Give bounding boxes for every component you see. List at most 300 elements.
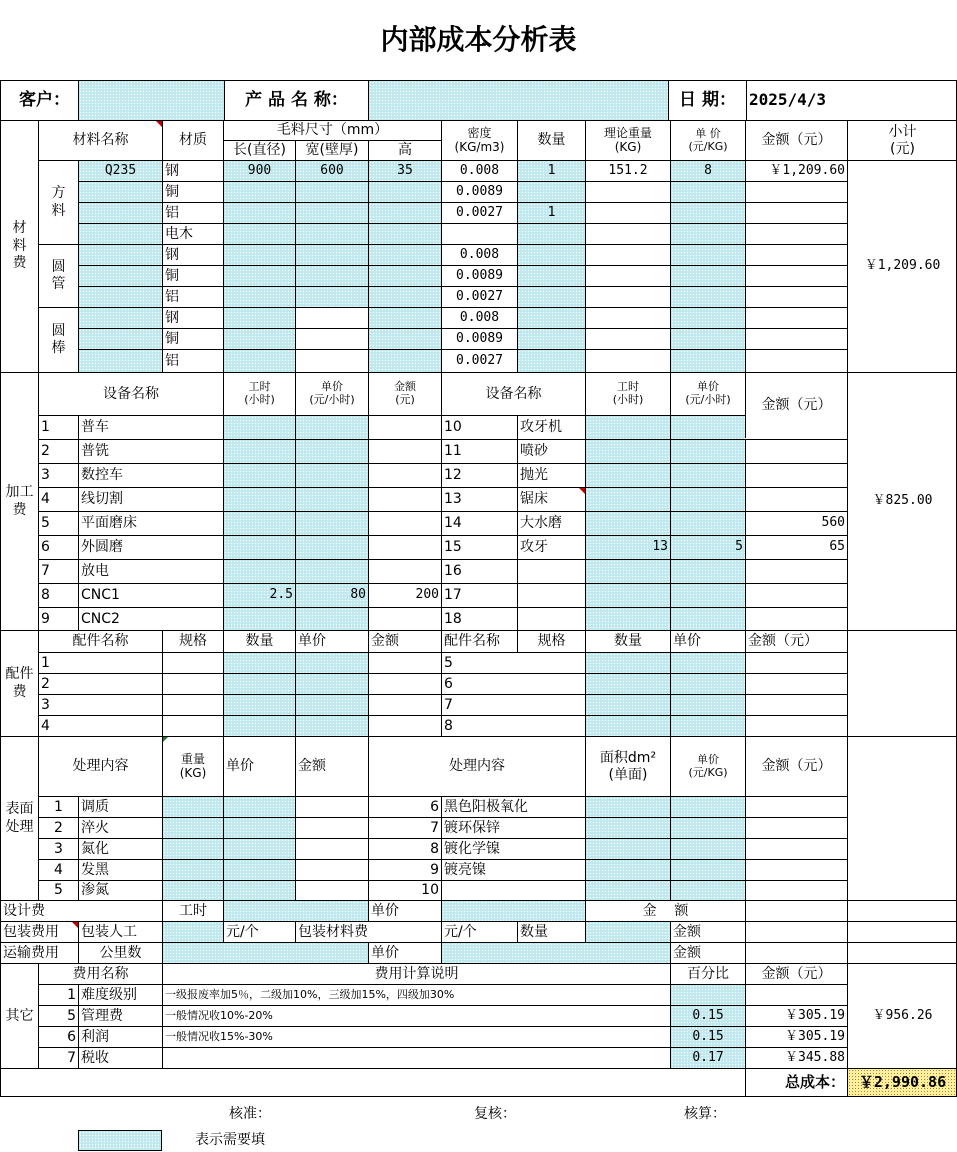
equipment-no: 6	[38, 535, 78, 559]
surface-name: 淬火	[78, 817, 162, 838]
fee-no: 1	[38, 984, 78, 1005]
proc-amount-cell-2	[745, 583, 847, 607]
surface-no: 5	[38, 880, 78, 900]
width-cell[interactable]	[295, 223, 368, 244]
surface-weight-cell[interactable]	[162, 880, 223, 900]
rate-cell-2[interactable]	[670, 463, 745, 487]
part-unit-cell-2[interactable]	[670, 694, 745, 715]
part-unit-cell[interactable]	[295, 694, 368, 715]
review-label: 复核：	[474, 1105, 516, 1122]
amount-cell	[745, 202, 847, 223]
packing-qty-input[interactable]	[585, 921, 670, 942]
packing-labor-label: 包装人工	[78, 921, 162, 942]
surface-weight-header: 重量 (KG)	[162, 736, 223, 796]
equipment-name-2: 抛光	[517, 463, 585, 487]
weight-cell	[585, 307, 670, 328]
surface-unit-cell-2[interactable]	[670, 838, 745, 859]
part-unit-cell-2[interactable]	[670, 673, 745, 694]
hours-cell[interactable]	[223, 415, 295, 439]
proc-amount-cell: 200	[368, 583, 441, 607]
rate-cell-2[interactable]	[670, 439, 745, 463]
amount-cell	[745, 244, 847, 265]
surface-amount-cell	[295, 796, 368, 817]
hours-cell[interactable]	[223, 511, 295, 535]
length-cell[interactable]: 900	[223, 160, 295, 181]
surface-unit-cell-2[interactable]	[670, 880, 745, 900]
equipment-no: 3	[38, 463, 78, 487]
other-section-label: 其它	[0, 963, 38, 1068]
product-name-label: 产 品 名 称：	[224, 80, 368, 120]
length-cell[interactable]	[223, 328, 295, 349]
surface-section-label: 表面 处理	[0, 736, 38, 900]
equipment-name-2: 喷砂	[517, 439, 585, 463]
surface-subtotal	[847, 736, 957, 900]
height-cell[interactable]	[368, 307, 441, 328]
equipment-name: CNC2	[78, 607, 223, 630]
surface-unit-cell[interactable]	[223, 859, 295, 880]
part-spec-cell[interactable]	[162, 694, 223, 715]
equipment-no-2: 14	[441, 511, 517, 535]
surface-name: 调质	[78, 796, 162, 817]
customer-input[interactable]	[78, 80, 224, 120]
width-cell	[295, 328, 368, 349]
proc-amount-cell-2	[745, 487, 847, 511]
quantity-cell[interactable]	[517, 244, 585, 265]
height-cell[interactable]	[368, 244, 441, 265]
part-spec-header-2: 规格	[517, 630, 585, 652]
fee-description	[162, 1047, 670, 1068]
design-hours-input[interactable]	[223, 900, 368, 921]
part-unit-header: 单价	[295, 630, 368, 652]
date-value[interactable]: 2025/4/3	[746, 80, 957, 120]
equipment-name: 外圆磨	[78, 535, 223, 559]
surface-area-cell[interactable]	[585, 838, 670, 859]
rate-cell[interactable]	[295, 463, 368, 487]
material-type-cell: 钢	[162, 244, 223, 265]
material-type-cell: 电木	[162, 223, 223, 244]
material-name-cell[interactable]	[78, 328, 162, 349]
surface-amount-cell-2	[745, 880, 847, 900]
width-cell[interactable]	[295, 181, 368, 202]
fee-description: 一级报废率加5％，二级加10%，三级加15%，四级加30%	[162, 984, 670, 1005]
fee-no: 7	[38, 1047, 78, 1068]
rate-header-2: 单价 (元/小时)	[670, 372, 745, 415]
equipment-no-2: 18	[441, 607, 517, 630]
length-cell[interactable]	[223, 244, 295, 265]
part-unit-cell[interactable]	[295, 673, 368, 694]
length-cell[interactable]	[223, 307, 295, 328]
surface-unit-cell[interactable]	[223, 796, 295, 817]
design-fee-label: 设计费	[0, 900, 162, 921]
surface-amount-cell-2	[745, 838, 847, 859]
hours-cell[interactable]	[223, 535, 295, 559]
surface-area-cell[interactable]	[585, 796, 670, 817]
quantity-cell[interactable]	[517, 307, 585, 328]
part-amount-cell	[368, 694, 441, 715]
rate-cell[interactable]	[295, 415, 368, 439]
equipment-name-2: 大水磨	[517, 511, 585, 535]
surface-no: 3	[38, 838, 78, 859]
material-type-cell: 铜	[162, 181, 223, 202]
fee-no: 5	[38, 1005, 78, 1026]
hours-cell[interactable]	[223, 463, 295, 487]
processing-section-label: 加工 费	[0, 372, 38, 630]
unit-price-cell[interactable]	[670, 223, 745, 244]
packing-material-label: 包装材料费	[295, 921, 441, 942]
rate-cell[interactable]	[295, 439, 368, 463]
hours-cell[interactable]	[223, 559, 295, 583]
length-cell[interactable]	[223, 223, 295, 244]
hours-cell-2[interactable]: 13	[585, 535, 670, 559]
weight-header: 理论重量 (KG)	[585, 120, 670, 160]
proc-amount-cell	[368, 607, 441, 630]
equipment-name: 普车	[78, 415, 223, 439]
material-name-cell[interactable]	[78, 181, 162, 202]
part-no: 4	[38, 715, 162, 736]
surface-unit-cell[interactable]	[223, 817, 295, 838]
part-no: 2	[38, 673, 162, 694]
rate-cell-2[interactable]	[670, 559, 745, 583]
equipment-no-2: 11	[441, 439, 517, 463]
hours-cell[interactable]	[223, 487, 295, 511]
fee-no: 6	[38, 1026, 78, 1047]
fee-name: 管理费	[78, 1005, 162, 1026]
rate-header: 单价 (元/小时)	[295, 372, 368, 415]
surface-name-2: 镀亮镍	[441, 859, 585, 880]
hours-cell-2[interactable]	[585, 463, 670, 487]
part-spec-cell[interactable]	[162, 652, 223, 673]
material-name-cell[interactable]	[78, 223, 162, 244]
density-cell: 0.008	[441, 307, 517, 328]
fee-percent-cell[interactable]: 0.15	[670, 1026, 745, 1047]
width-cell[interactable]	[295, 202, 368, 223]
part-qty-cell-2[interactable]	[585, 673, 670, 694]
part-qty-cell[interactable]	[223, 715, 295, 736]
proc-amount-cell-2	[745, 463, 847, 487]
packing-labor-input[interactable]	[162, 921, 223, 942]
width-cell[interactable]: 600	[295, 160, 368, 181]
length-header: 长(直径)	[223, 140, 295, 160]
transport-subtotal	[847, 942, 957, 963]
packing-qty-label: 数量	[517, 921, 585, 942]
height-cell[interactable]: 35	[368, 160, 441, 181]
surface-area-cell[interactable]	[585, 817, 670, 838]
packing-per-unit-2: 元/个	[441, 921, 517, 942]
quantity-cell[interactable]	[517, 286, 585, 307]
proc-amount-header: 金额 (元)	[368, 372, 441, 415]
surface-amount-cell	[295, 880, 368, 900]
length-cell[interactable]	[223, 181, 295, 202]
length-cell[interactable]	[223, 349, 295, 372]
material-name-cell[interactable]: Q235	[78, 160, 162, 181]
fee-percent-cell[interactable]: 0.17	[670, 1047, 745, 1068]
surface-amount-cell-2	[745, 817, 847, 838]
surface-name-2: 黑色阳极氧化	[441, 796, 585, 817]
surface-amount-header: 金额	[295, 736, 368, 796]
surface-no-2: 10	[368, 880, 441, 900]
transport-amount-label: 金额	[670, 942, 745, 963]
proc-amount-cell-2	[745, 559, 847, 583]
part-no-2: 5	[441, 652, 585, 673]
height-cell[interactable]	[368, 202, 441, 223]
equipment-name: 数控车	[78, 463, 223, 487]
part-unit-header-2: 单价	[670, 630, 745, 652]
hours-cell-2[interactable]	[585, 415, 670, 439]
amount-cell	[745, 286, 847, 307]
part-qty-cell-2[interactable]	[585, 694, 670, 715]
proc-amount-cell-2: 560	[745, 511, 847, 535]
width-cell[interactable]	[295, 244, 368, 265]
equipment-header-2: 设备名称	[441, 372, 585, 415]
unit-price-cell[interactable]	[670, 265, 745, 286]
fee-amount-header: 金额（元）	[745, 963, 847, 984]
part-qty-cell[interactable]	[223, 673, 295, 694]
transport-unit-input[interactable]	[441, 942, 670, 963]
surface-unit-cell-2[interactable]	[670, 817, 745, 838]
fee-amount-cell	[745, 984, 847, 1005]
transport-km-input[interactable]	[162, 942, 368, 963]
proc-amount-cell-2	[745, 607, 847, 630]
proc-amount-header-2: 金额（元）	[745, 372, 847, 438]
surface-name-2: 镀环保锌	[441, 817, 585, 838]
surface-amount-cell-2	[745, 859, 847, 880]
surface-area-header: 面积dm² (单面)	[585, 736, 670, 796]
equipment-no-2: 10	[441, 415, 517, 439]
proc-amount-cell-2: 65	[745, 535, 847, 559]
rate-cell[interactable]	[295, 487, 368, 511]
rate-cell-2[interactable]: 5	[670, 535, 745, 559]
hours-header: 工时 (小时)	[223, 372, 295, 415]
material-type-cell: 铝	[162, 286, 223, 307]
rate-cell[interactable]	[295, 511, 368, 535]
material-type-cell: 钢	[162, 160, 223, 181]
packing-amount-value	[745, 921, 847, 942]
weight-cell	[585, 328, 670, 349]
equipment-name-2	[517, 607, 585, 630]
legend-text: 表示需要填	[195, 1132, 265, 1149]
material-name-cell[interactable]	[78, 265, 162, 286]
hours-cell-2[interactable]	[585, 559, 670, 583]
surface-unit-cell-2[interactable]	[670, 796, 745, 817]
part-no-2: 6	[441, 673, 585, 694]
unit-price-cell[interactable]	[670, 307, 745, 328]
material-group-square: 方 料	[38, 160, 78, 244]
part-amount-cell-2	[745, 715, 847, 736]
hours-cell-2[interactable]	[585, 607, 670, 630]
length-cell[interactable]	[223, 265, 295, 286]
part-unit-cell-2[interactable]	[670, 652, 745, 673]
surface-unit-cell[interactable]	[223, 838, 295, 859]
length-cell[interactable]	[223, 286, 295, 307]
unit-price-cell[interactable]	[670, 181, 745, 202]
quantity-cell[interactable]	[517, 328, 585, 349]
rate-cell[interactable]: 80	[295, 583, 368, 607]
hours-cell-2[interactable]	[585, 487, 670, 511]
fee-description: 一般情况收15%-30%	[162, 1026, 670, 1047]
equipment-name: 放电	[78, 559, 223, 583]
width-cell	[295, 307, 368, 328]
packing-fee-label: 包装费用	[0, 921, 78, 942]
fee-percent-cell[interactable]: 0.15	[670, 1005, 745, 1026]
other-subtotal: ￥956.26	[847, 963, 957, 1068]
rate-cell[interactable]	[295, 559, 368, 583]
part-spec-cell[interactable]	[162, 673, 223, 694]
hours-cell-2[interactable]	[585, 439, 670, 463]
length-cell[interactable]	[223, 202, 295, 223]
material-name-cell[interactable]	[78, 349, 162, 372]
transport-unit-label: 单价	[368, 942, 441, 963]
surface-weight-cell[interactable]	[162, 796, 223, 817]
width-cell[interactable]	[295, 265, 368, 286]
height-cell[interactable]	[368, 349, 441, 372]
height-cell[interactable]	[368, 223, 441, 244]
part-amount-header: 金额	[368, 630, 441, 652]
accounting-label: 核算：	[684, 1105, 726, 1122]
width-header: 宽(壁厚)	[295, 140, 368, 160]
packing-subtotal	[847, 921, 957, 942]
packing-per-unit: 元/个	[223, 921, 295, 942]
fee-name: 税收	[78, 1047, 162, 1068]
parts-section-label: 配件 费	[0, 630, 38, 736]
rate-cell-2[interactable]	[670, 415, 745, 439]
surface-unit-cell-2[interactable]	[670, 859, 745, 880]
quantity-cell[interactable]	[517, 181, 585, 202]
density-cell: 0.0089	[441, 328, 517, 349]
hours-cell[interactable]: 2.5	[223, 583, 295, 607]
hours-cell-2[interactable]	[585, 511, 670, 535]
hours-cell[interactable]	[223, 439, 295, 463]
packing-amount-label: 金额	[670, 921, 745, 942]
equipment-no: 2	[38, 439, 78, 463]
unit-price-cell[interactable]	[670, 328, 745, 349]
fee-percent-cell[interactable]	[670, 984, 745, 1005]
part-amount-cell-2	[745, 673, 847, 694]
quantity-cell[interactable]	[517, 349, 585, 372]
amount-cell	[745, 307, 847, 328]
proc-amount-cell	[368, 487, 441, 511]
material-name-cell[interactable]	[78, 244, 162, 265]
rate-cell[interactable]	[295, 607, 368, 630]
surface-amount-cell	[295, 838, 368, 859]
material-name-header: 材料名称	[38, 120, 162, 160]
quantity-cell[interactable]: 1	[517, 160, 585, 181]
unit-price-cell[interactable]	[670, 244, 745, 265]
design-amount-value	[745, 900, 847, 921]
unit-price-cell[interactable]	[670, 286, 745, 307]
part-qty-cell-2[interactable]	[585, 715, 670, 736]
surface-area-cell[interactable]	[585, 859, 670, 880]
material-type-cell: 铜	[162, 265, 223, 286]
part-no: 3	[38, 694, 162, 715]
part-amount-cell-2	[745, 652, 847, 673]
part-unit-cell[interactable]	[295, 715, 368, 736]
surface-area-cell[interactable]	[585, 880, 670, 900]
proc-amount-cell	[368, 439, 441, 463]
surface-weight-cell[interactable]	[162, 859, 223, 880]
equipment-name: 普铣	[78, 439, 223, 463]
unit-price-cell[interactable]	[670, 349, 745, 372]
quantity-cell[interactable]	[517, 265, 585, 286]
material-group-rod: 圆 棒	[38, 307, 78, 372]
rate-cell-2[interactable]	[670, 487, 745, 511]
amount-cell	[745, 181, 847, 202]
unit-price-cell[interactable]: 8	[670, 160, 745, 181]
part-no-2: 8	[441, 715, 585, 736]
equipment-no-2: 13	[441, 487, 517, 511]
part-unit-cell[interactable]	[295, 652, 368, 673]
material-name-cell[interactable]	[78, 286, 162, 307]
equipment-name: 平面磨床	[78, 511, 223, 535]
part-qty-cell[interactable]	[223, 694, 295, 715]
density-cell	[441, 223, 517, 244]
material-section-label: 材 料 费	[0, 120, 38, 372]
weight-cell: 151.2	[585, 160, 670, 181]
surface-amount-cell-2	[745, 796, 847, 817]
weight-cell	[585, 202, 670, 223]
part-name-header-2: 配件名称	[441, 630, 517, 652]
equipment-no: 9	[38, 607, 78, 630]
part-qty-cell-2[interactable]	[585, 652, 670, 673]
design-amount-label: 金 额	[585, 900, 745, 921]
height-cell[interactable]	[368, 181, 441, 202]
amount-cell	[745, 328, 847, 349]
surface-weight-cell[interactable]	[162, 838, 223, 859]
rate-cell-2[interactable]	[670, 607, 745, 630]
part-qty-cell[interactable]	[223, 652, 295, 673]
rate-cell-2[interactable]	[670, 583, 745, 607]
surface-unit-header-2: 单价 (元/KG)	[670, 736, 745, 796]
rate-cell-2[interactable]	[670, 511, 745, 535]
surface-unit-header: 单价	[223, 736, 295, 796]
fee-desc-header: 费用计算说明	[162, 963, 670, 984]
hours-cell-2[interactable]	[585, 583, 670, 607]
date-label: 日 期：	[668, 80, 746, 120]
part-no-2: 7	[441, 694, 585, 715]
part-amount-cell	[368, 652, 441, 673]
material-name-cell[interactable]	[78, 202, 162, 223]
surface-no-2: 7	[368, 817, 441, 838]
weight-cell	[585, 265, 670, 286]
surface-no-2: 9	[368, 859, 441, 880]
product-name-input[interactable]	[368, 80, 668, 120]
quantity-cell[interactable]: 1	[517, 202, 585, 223]
fee-amount-cell: ￥305.19	[745, 1026, 847, 1047]
fee-name: 利润	[78, 1026, 162, 1047]
width-cell[interactable]	[295, 286, 368, 307]
rate-cell[interactable]	[295, 535, 368, 559]
unit-price-cell[interactable]	[670, 202, 745, 223]
height-cell[interactable]	[368, 265, 441, 286]
design-unit-input[interactable]	[441, 900, 585, 921]
material-name-cell[interactable]	[78, 307, 162, 328]
amount-cell	[745, 349, 847, 372]
blank-size-header: 毛料尺寸（mm）	[223, 120, 441, 140]
surface-unit-cell[interactable]	[223, 880, 295, 900]
processing-subtotal: ￥825.00	[847, 372, 957, 630]
part-spec-cell[interactable]	[162, 715, 223, 736]
height-cell[interactable]	[368, 328, 441, 349]
equipment-name-2: 攻牙	[517, 535, 585, 559]
hours-cell[interactable]	[223, 607, 295, 630]
fee-pct-header: 百分比	[670, 963, 745, 984]
surface-amount-header-2: 金额（元）	[745, 736, 847, 796]
height-cell[interactable]	[368, 286, 441, 307]
surface-weight-cell[interactable]	[162, 817, 223, 838]
part-unit-cell-2[interactable]	[670, 715, 745, 736]
quantity-cell[interactable]	[517, 223, 585, 244]
equipment-no: 1	[38, 415, 78, 439]
unit-price-header: 单 价 (元/KG)	[670, 120, 745, 160]
